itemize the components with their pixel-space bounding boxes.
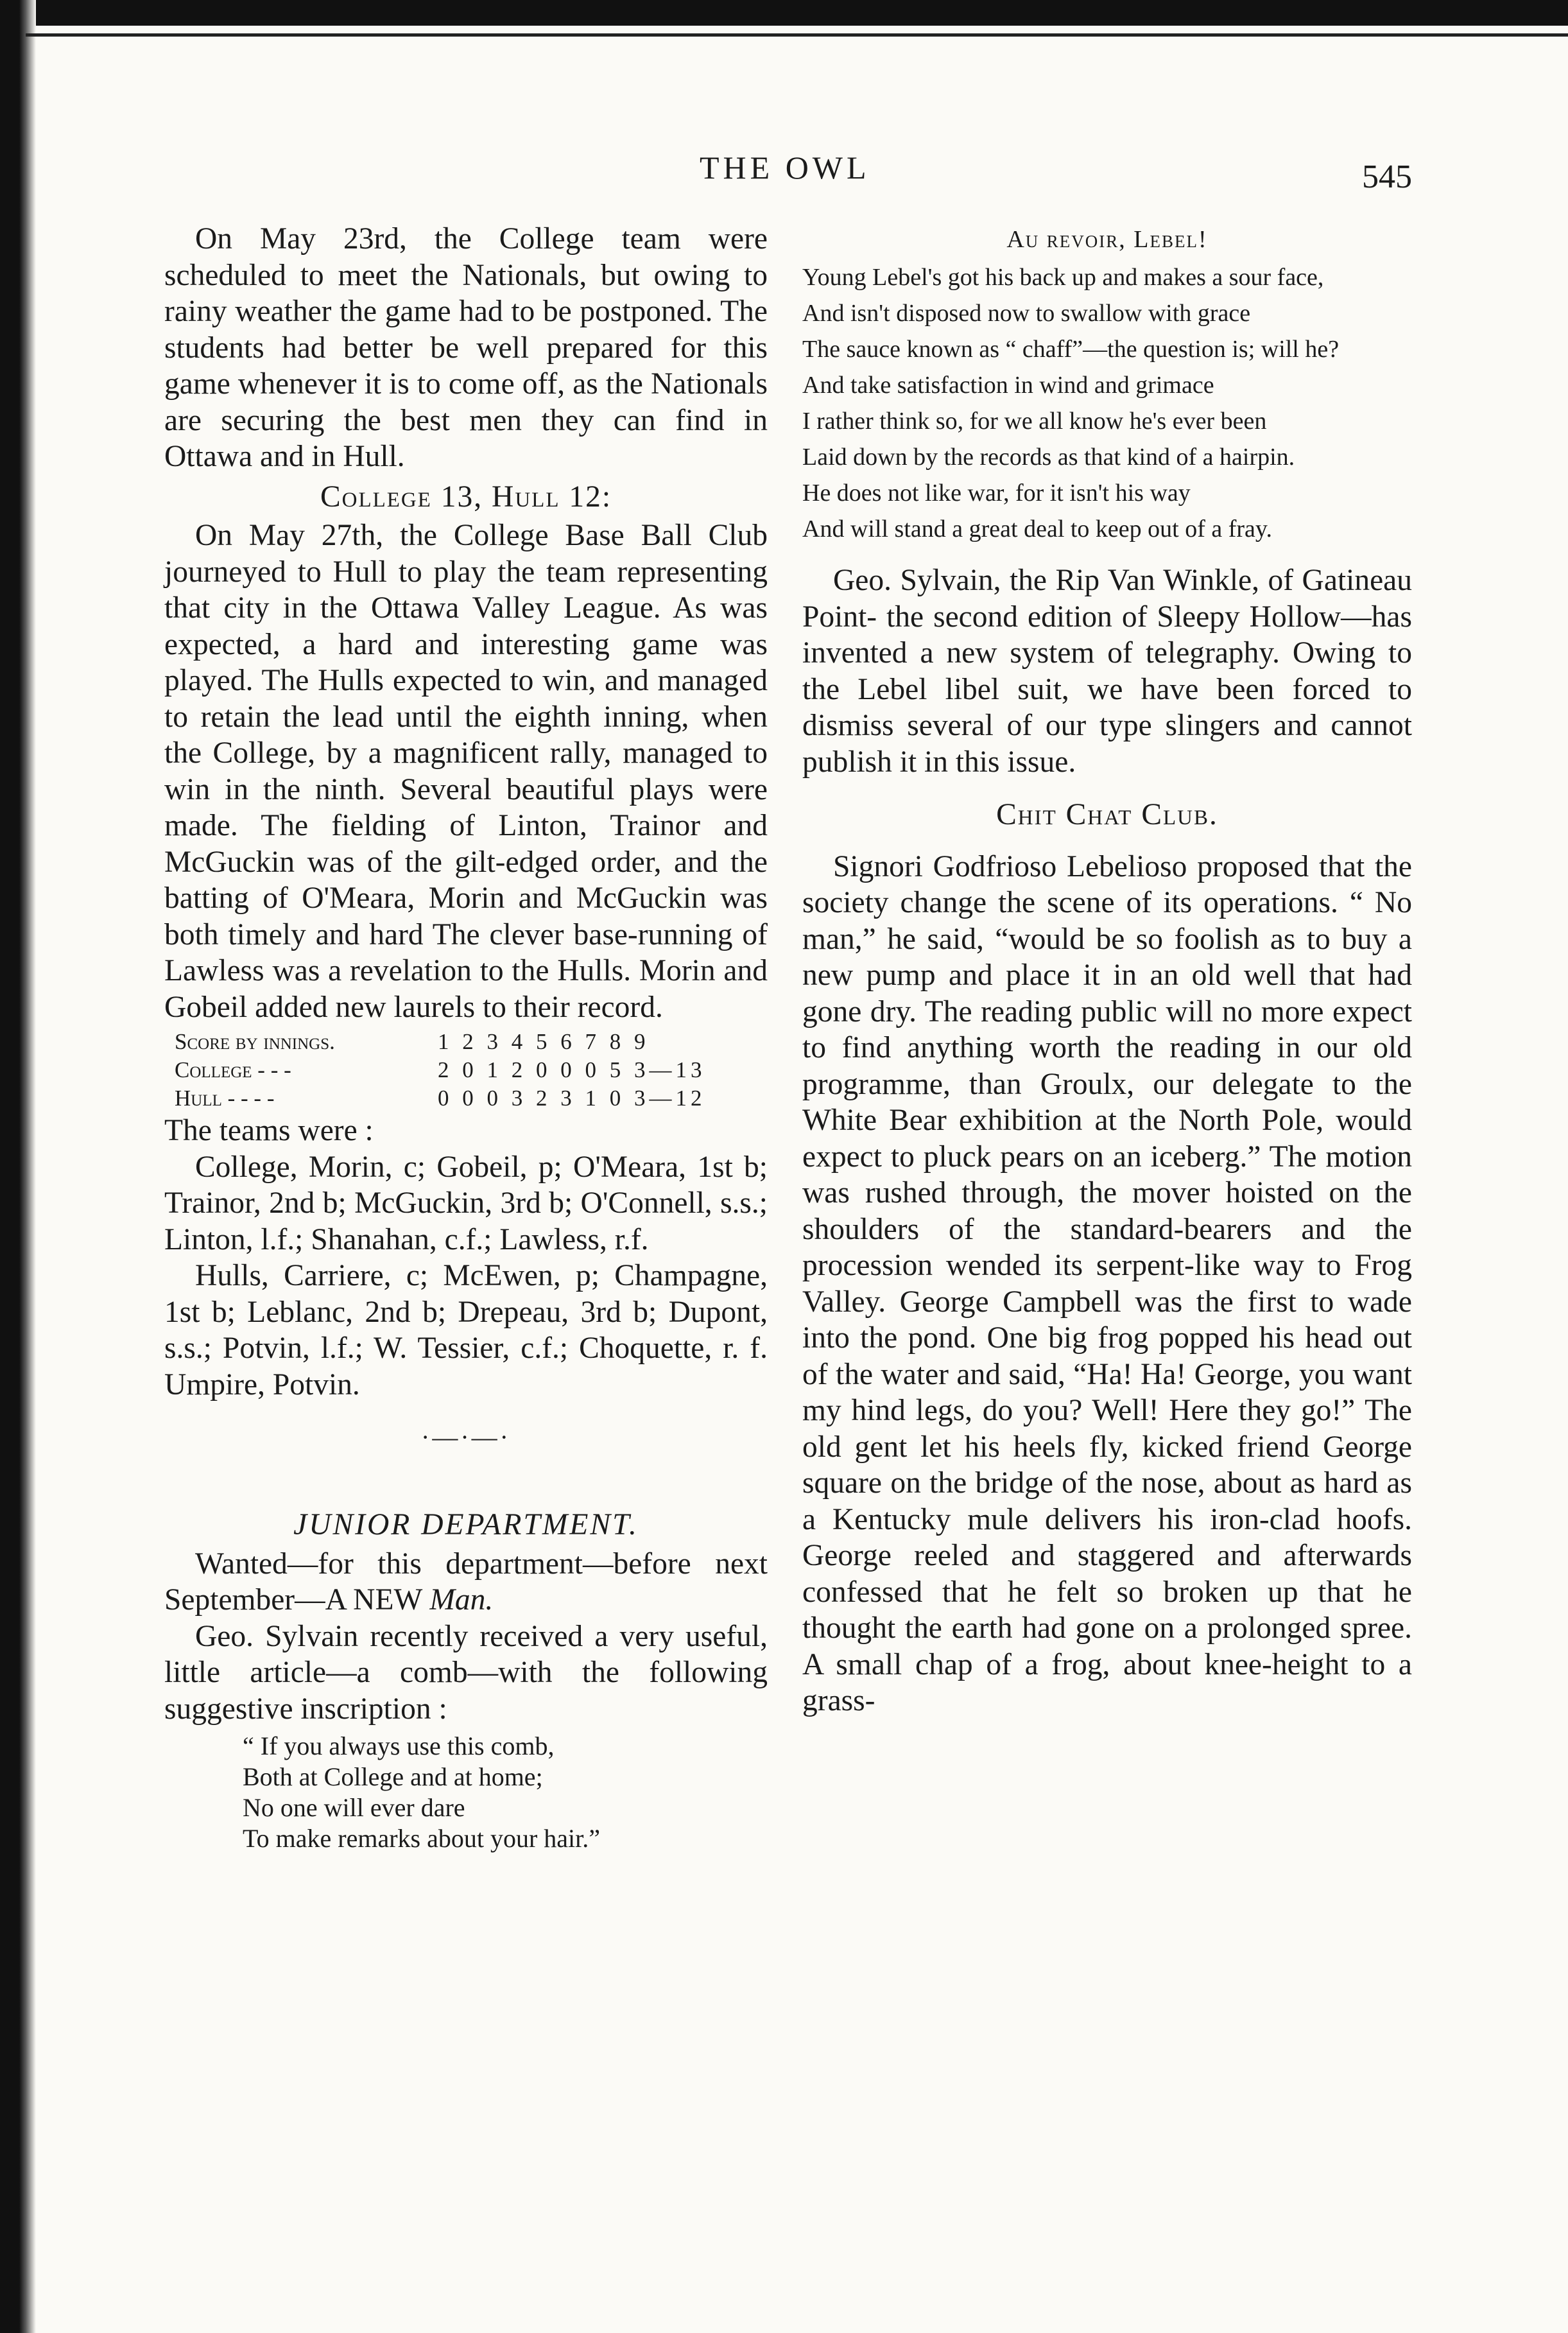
poem-line: And take satisfaction in wind and grimace (802, 372, 1214, 399)
score-line: 0 0 0 3 2 3 1 0 3—12 (438, 1086, 706, 1111)
heading-au-revoir: Au revoir, Lebel! (1006, 226, 1208, 253)
paragraph-sylvain: Geo. Sylvain, the Rip Van Winkle, of Gatineau Point- the second edition of Sleepy Hollow—has invented a new system of telegraphy. Owing to the Lebel libel suit, we have been forced to dismiss several of our type slingers and cannot publish it in this issue. (802, 564, 1412, 779)
inscription-line: “ If you always use this comb, (243, 1731, 555, 1760)
inscription-line: No one will ever dare (243, 1793, 465, 1822)
comb-inscription (243, 1731, 768, 1854)
paragraph-chit-chat: Signori Godfrioso Lebelioso proposed that the society change the scene of its operations. “ No man,” he said, “would be so foolish as to buy a new pump and place it in an old well that had gone dry. The reading public will no more expect to find anything worth the reading in our old programme, than Groulx, our delegate to the White Bear exhibition at the North Pole, would expect to pluck pears on an iceberg.” The motion was rushed through, the mover hoisted on the shoulders of the standard-bearers and the procession wended its serpent-like way to Frog Valley. George Campbell was the first to wade into the pond. One big frog popped his head out of the water and said, “Ha! Ha! George, you want my hind legs, do you? Well! Here they go!” The old gent let his heels fly, kicked friend George square on the bridge of the nose, about as hard as a Kentucky mule delivers his iron-clad hoofs. George reeled and staggered and afterwards confessed that he felt so broken up that he thought the earth had gone on a prolonged spree. A small chap of a frog, about knee-height to a grass- (802, 849, 1412, 1717)
poem-line: Young Lebel's got his back up and makes a sour face, (802, 264, 1324, 291)
inscription-line: Both at College and at home; (243, 1762, 543, 1791)
left-column (164, 221, 768, 1854)
paragraph-hull-game: On May 27th, the College Base Ball Club journeyed to Hull to play the team representing that city in the Ottawa Valley League. As was expected, a hard and interesting game was played. The Hulls expected to win, and managed to retain the lead until the eighth inning, when the College, by a magnificent rally, managed to win in the ninth. Several beautiful plays were made. The fielding of Linton, Trainor and McGuckin was of the gilt-edged order, and the batting of O'Meara, Morin and McGuckin was both timely and hard The clever base-running of Lawless was a revelation to the Hulls. Morin and Gobeil added new laurels to their record. (164, 519, 768, 1024)
heading-chit-chat-club: Chit Chat Club. (996, 798, 1218, 831)
poem-line: Laid down by the records as that kind of a hairpin. (802, 444, 1295, 471)
poem-line: He does not like war, for it isn't his way (802, 480, 1191, 507)
paragraph-college-lineup: College, Morin, c; Gobeil, p; O'Meara, 1st b; Trainor, 2nd b; McGuckin, 3rd b; O'Connell, s.s.; Linton, l.f.; Shanahan, c.f.; Lawless, r.f. (164, 1150, 768, 1256)
spacer (802, 836, 1412, 849)
poem-line: And will stand a great deal to keep out of a fray. (802, 516, 1272, 542)
score-team: Hull - - - - (175, 1086, 275, 1111)
paragraph-comb: Geo. Sylvain recently received a very useful, little article—a comb—with the following suggestive inscription : (164, 1619, 768, 1726)
score-header-row (175, 1028, 768, 1056)
score-row-hull (175, 1084, 768, 1113)
poem-line: And isn't disposed now to swallow with grace (802, 300, 1251, 327)
paragraph-wanted (164, 1546, 768, 1618)
teams-intro: The teams were : (164, 1114, 374, 1147)
paragraph-nationals: On May 23rd, the College team were scheduled to meet the Nationals, but owing to rainy weather the game had to be postponed. The students had better be well prepared for this game whenever it is to come off, as the Nationals are securing the best men they can find in Ottawa and in Hull. (164, 222, 768, 473)
page-number: 545 (1362, 159, 1412, 195)
score-line: 2 0 1 2 0 0 0 5 3—13 (438, 1057, 706, 1082)
score-label: Score by innings. (175, 1029, 335, 1054)
score-innings: 1 2 3 4 5 6 7 8 9 (438, 1029, 650, 1054)
score-row-college (175, 1056, 768, 1084)
spacer (802, 780, 1412, 793)
heading-college-hull: College 13, Hull 12: (320, 480, 612, 514)
inscription-line: To make remarks about your hair.” (243, 1824, 601, 1853)
spacer (802, 550, 1412, 562)
scan-rule-line (26, 33, 1568, 37)
wanted-text: Wanted—for this department—before next September—A NEW (164, 1547, 768, 1617)
running-title: THE OWL (700, 150, 870, 186)
poem-line: I rather think so, for we all know he's ever been (802, 408, 1267, 435)
wanted-man: Man. (429, 1583, 494, 1617)
poem-lebel (802, 262, 1412, 544)
page-header (0, 149, 1568, 213)
section-ornament: ·—·—· (421, 1423, 511, 1452)
scan-top-border (0, 0, 1568, 26)
score-table (175, 1028, 768, 1113)
right-column (802, 221, 1412, 1719)
scan-left-border (0, 0, 36, 2333)
poem-line: The sauce known as “ chaff”—the question is; will he? (802, 336, 1340, 363)
paragraph-hull-lineup: Hulls, Carriere, c; McEwen, p; Champagne, 1st b; Leblanc, 2nd b; Drepeau, 3rd b; Dupont, s.s.; Potvin, l.f.; W. Tessier, c.f.; Choquette, r. f. Umpire, Potvin. (164, 1259, 768, 1401)
heading-junior-department: JUNIOR DEPARTMENT. (293, 1508, 639, 1541)
score-team: College - - - (175, 1057, 291, 1082)
